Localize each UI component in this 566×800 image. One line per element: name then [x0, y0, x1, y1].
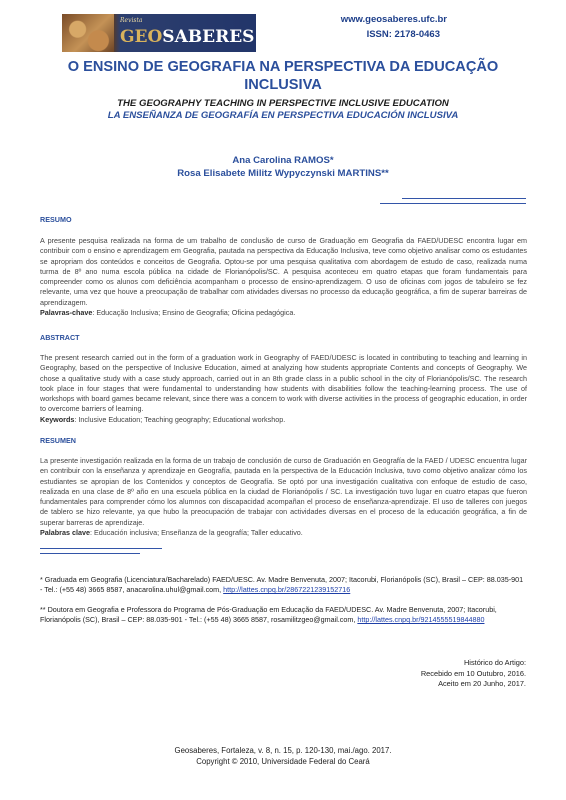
logo-title: GEOSABERES: [120, 27, 255, 47]
footer-citation: Geosaberes, Fortaleza, v. 8, n. 15, p. 120-130, mai./ago. 2017.: [174, 746, 392, 755]
lattes-link-author-1[interactable]: http://lattes.cnpq.br/2867221239152716: [223, 585, 351, 595]
logo-revista-text: Revista: [120, 17, 143, 24]
history-accepted: Aceito em 20 Junho, 2017.: [438, 679, 526, 689]
logo-map-image: [62, 14, 114, 52]
journal-website-link[interactable]: www.geosaberes.ufc.br: [340, 14, 447, 25]
resumo-text: A presente pesquisa realizada na forma de um trabalho de conclusão de curso de Graduação em Geografia da FAED/UDESC encontra lugar em contribuir com o ensino e aprendizagem em Geografia, pautada na perspectiva da Educação Inclusiva, teve como objetivo analisar como os estudantes se apropriam dos conteúdos e conceitos de Geografia. Optou-se por uma pesquisa qualitativa com abordagem de estudo de caso, realizada numa turma de 8º ano numa escola pública na cidade de Florianópolis/SC. A pesquisa aconteceu em quatro etapas que foram fundamentais para compreender como os alunos com deficiência acompanham o processo de ensino-aprendizagem. O uso de oficinas com jogos de tabuleiro se fez relevante, uma vez que houve a preocupação de trabalhar com atividades diversas no processo da educação geográfica, a fim de superar barreiras de aprendizagem. Palavras-chave: Educação Inclusiva; Ensino de Geografia; Oficina pedagógica.: [40, 236, 527, 318]
resumen-text: La presente investigación realizada en la forma de un trabajo de conclusión de curso de Graduación en Geografía de la FAED / UDESC encuentra lugar en contribuir con la enseñanza y aprendizaje en Geografía, pautada en la perspectiva de la Educación Inclusiva, tuvo como objetivo analizar cómo los estudiantes se apropian de los Contenidos y conceptos de Geografía. Se optó por una investigación cualitativa con enfoque de estudio de caso, realizada en una clase de 8º año en una escuela pública en la ciudad de Florianópolis / SC. La investigación tuvo lugar en cuatro etapas que fueron fundamentales para comprender cómo los alumnos con discapacidad acompañan el proceso de enseñanza-aprendizaje. El uso de talleres con juegos de tablero se hizo relevante, ya que hubo la preocupación de trabajar con actividades diversas en el proceso de la educación geográfica, a fin de superar barreras de aprendizaje. Palabras clave: Educación inclusiva; Enseñanza de la geografía; Taller educativo.: [40, 456, 527, 538]
title-portuguese: O ENSINO DE GEOGRAFIA NA PERSPECTIVA DA EDUCAÇÃO INCLUSIVA: [67, 59, 499, 93]
history-received: Recebido em 10 Outubro, 2016.: [420, 668, 526, 678]
divider-line: [40, 553, 140, 554]
title-english: THE GEOGRAPHY TEACHING IN PERSPECTIVE INCLUSIVE EDUCATION: [117, 98, 449, 109]
footnote-author-1: * Graduada em Geografia (Licenciatura/Bacharelado) FAED/UESC. Av. Madre Benvenuta, 2007; Itacorubi, Florianópolis (SC), Brasil – CEP: 88.035-901 - Tel.: (+55 48) 3665 8587, anacarolina.uhul@gmail.com, http://lattes.cnpq.br/2867221239152716: [40, 575, 524, 595]
journal-logo: [62, 14, 256, 52]
title-spanish: LA ENSEÑANZA DE GEOGRAFÍA EN PERSPECTIVA EDUCACIÓN INCLUSIVA: [107, 110, 459, 121]
author-1: Ana Carolina RAMOS*: [232, 155, 334, 166]
page-footer: [60, 745, 506, 767]
section-label-resumen: RESUMEN: [40, 436, 76, 445]
history-title: Histórico do Artigo:: [463, 658, 526, 667]
article-history: [421, 658, 526, 690]
abstract-text: The present research carried out in the form of a graduation work in Geography of FAED/UDESC is located in contributing to teaching and learning in Geography, based on the perspective of Inclusive Education, aimed at analyzing how students appropriate Contents and concepts of Geography. We chose a qualitative study with a case study approach, carried out in an 8th grade class in a public school in the city of Florianópolis/SC. The research took place in four stages that were fundamental to understanding how students with disabilities follow the teaching-learning process. The use of workshops with board games became relevant, since there was a concern to work with diverse activities in the process of geographic education, in order to overcome barriers of learning. Keywords: Inclusive Education; Teaching geography; Educational workshop.: [40, 353, 527, 424]
footnote-author-2: ** Doutora em Geografia e Professora do Programa de Pós-Graduação em Educação da FAED/UDESC. Av. Madre Benvenuta, 2007; Itacorubi, Florianópolis (SC), Brasil – CEP: 88.035-901 - Tel.: (+55 48) 3665 8587, rosamilitzgeo@gmail.com, http://lattes.cnpq.br/9214555519844880: [40, 605, 497, 625]
section-label-resumo: RESUMO: [40, 215, 72, 224]
divider-line: [402, 198, 526, 199]
lattes-link-author-2[interactable]: http://lattes.cnpq.br/9214555519844880: [357, 615, 485, 625]
section-label-abstract: ABSTRACT: [40, 333, 80, 342]
divider-line: [40, 548, 162, 549]
footer-copyright: Copyright © 2010, Universidade Federal do Ceará: [196, 757, 370, 766]
author-2: Rosa Elisabete Militz Wypyczynski MARTINS**: [177, 168, 389, 179]
divider-line: [380, 203, 526, 204]
journal-issn: ISSN: 2178-0463: [366, 29, 440, 40]
